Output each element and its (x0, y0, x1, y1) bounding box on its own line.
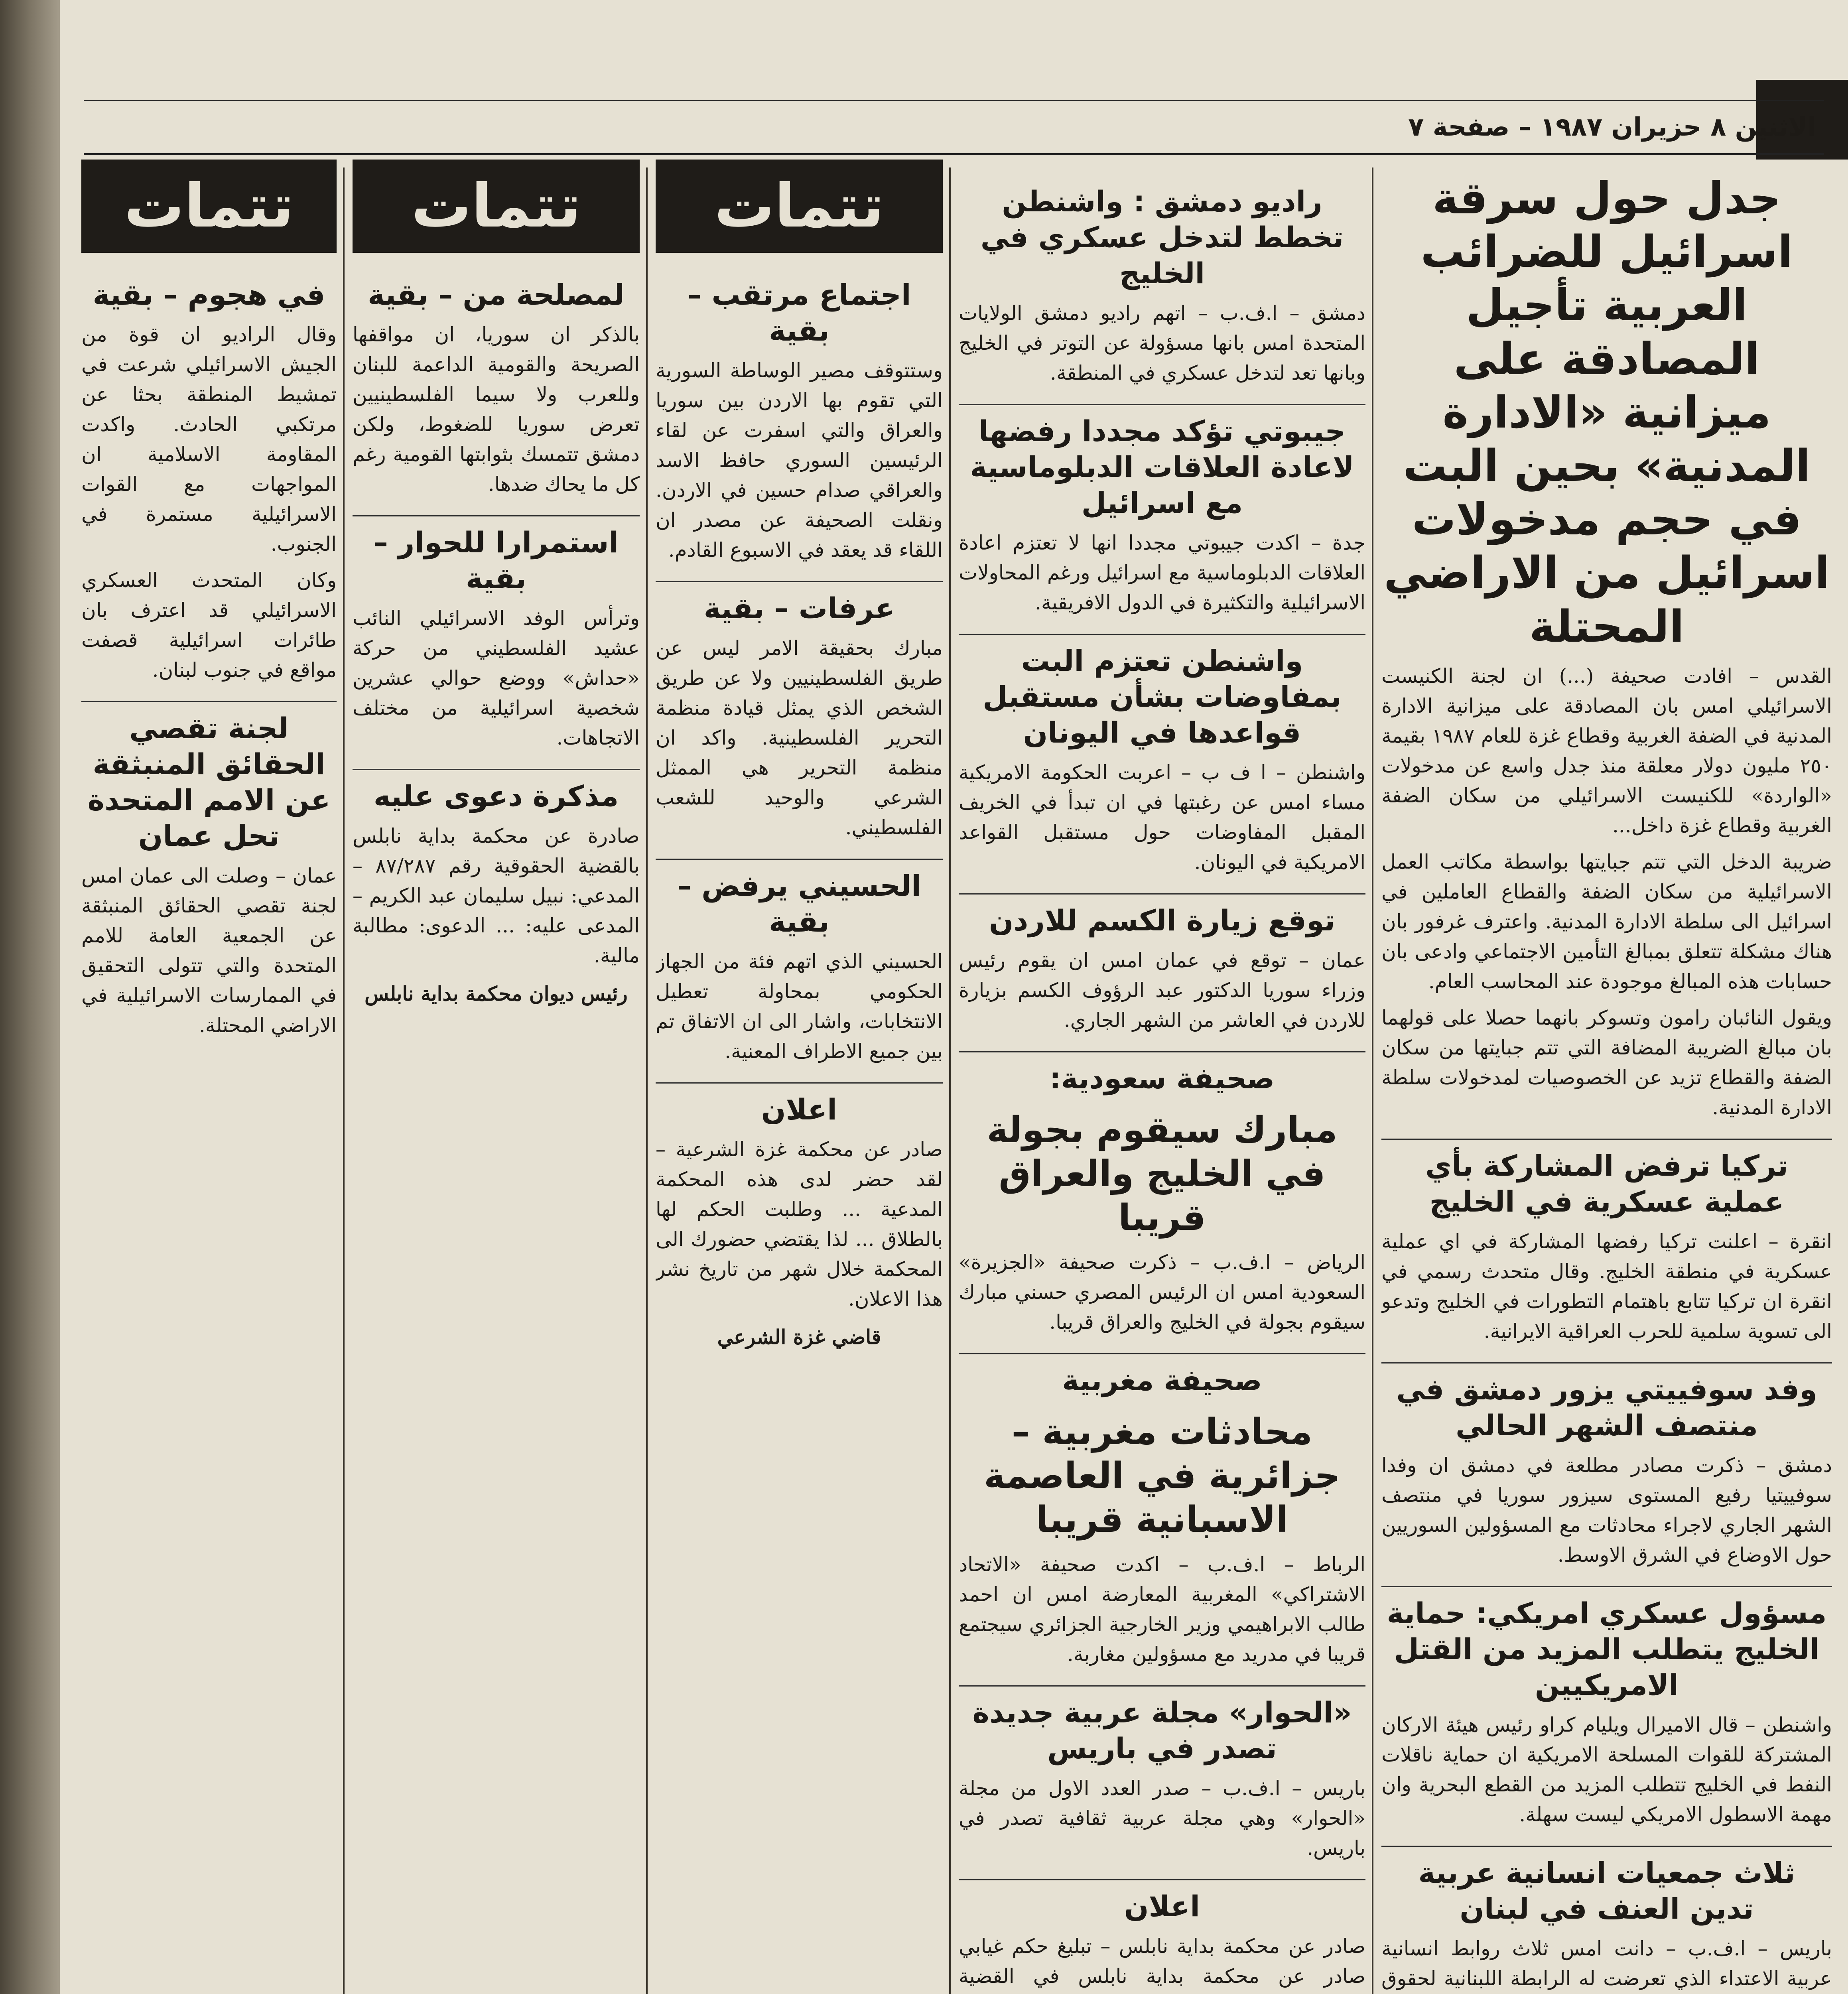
main-article-p3: ويقول النائبان رامون وتسوكر بانهما حصلا على قولهما بان مبالغ الضريبة المضافة التي تتم جبايتها من سكان الضفة والقطاع تزيد عن الخصوصيات لمدخولات سلطة الادارة المدنية. (1381, 1006, 1832, 1119)
sharia-signature: قاضي غزة الشرعي (717, 1325, 881, 1349)
military-headline: مسؤول عسكري امريكي: حماية الخليج يتطلب المزيد من القتل الامريكيين (1381, 1586, 1832, 1703)
jibuti-headline: جيبوتي تؤكد مجددا رفضها لاعادة العلاقات الدبلوماسية مع اسرائيل (959, 404, 1365, 521)
arafat-headline: عرفات – بقية (656, 581, 943, 626)
dialogue-article: وترأس الوفد الاسرائيلي النائب عشيد الفلسطيني من حركة «حداش» ووضع حوالي عشرين شخصية اسرائيلية من مختلف الاتجاهات. (353, 607, 640, 749)
greece-headline: واشنطن تعتزم البت بمفاوضات بشأن مستقبل قواعدها في اليونان (959, 634, 1365, 751)
greece-article: واشنطن – ا ف ب – اعربت الحكومة الامريكية مساء امس عن رغبتها في ان تبدأ في الخريف المقبل المفاوضات حول مستقبل القواعد الامريكية في اليونان. (959, 761, 1365, 874)
south-article-2: وكان المتحدث العسكري الاسرائيلي قد اعترف بان طائرات اسرائيلية قصفت مواقع في جنوب لبنان. (81, 569, 337, 682)
pm-article: عمان – توقع في عمان امس ان يقوم رئيس وزراء سوريا الدكتور عبد الرؤوف الكسم بزيارة للاردن في العاشر من الشهر الجاري. (959, 949, 1365, 1032)
sharia-notice-title: اعلان (656, 1082, 943, 1127)
continuations-banner: تتمات (81, 160, 337, 253)
meeting-headline: اجتماع مرتقب – بقية (687, 278, 911, 347)
south-article: وقال الراديو ان قوة من الجيش الاسرائيلي شرعت في تمشيط المنطقة بحثا عن مرتكبي الحادث. واكدت المقاومة الاسلامية ان المواجهات مع القوات الاسرائيلية مستمرة في الجنوب. (81, 323, 337, 556)
lebanon-headline: لمصلحة من – بقية (368, 278, 625, 311)
column-2 (959, 160, 1365, 1994)
main-headline: جدل حول سرقة اسرائيل للضرائب العربية تأجيل المصادقة على ميزانية «الادارة المدنية» بحين البت في حجم مدخولات اسرائيل من الاراضي المحتلة (1383, 173, 1830, 652)
book-binding (0, 0, 60, 1994)
moroccan-label: صحيفة مغربية (959, 1353, 1365, 1398)
column-divider (343, 167, 345, 1994)
continuations-banner: تتمات (656, 160, 943, 253)
court-notice-text: صادر عن محكمة بداية نابلس – تبليغ حكم غيابي صادر عن محكمة بداية نابلس في القضية (959, 1934, 1365, 1988)
court-notice-title: اعلان (959, 1879, 1365, 1924)
court2-title: مذكرة دعوى عليه (353, 769, 640, 814)
court2-signature: رئيس ديوان محكمة بداية نابلس (364, 982, 628, 1005)
column-divider (646, 167, 648, 1994)
saudi-label: صحيفة سعودية: (959, 1051, 1365, 1096)
rights-article: باريس – ا.ف.ب – دانت امس ثلاث روابط انسانية عربية الاعتداء الذي تعرضت له الرابطة اللبنانية لحقوق (1381, 1937, 1832, 1990)
column-3 (656, 160, 943, 1994)
main-article-p1: القدس – افادت صحيفة (...) ان لجنة الكنيست الاسرائيلي امس بان المصادقة على ميزانية الادارة المدنية في الضفة الغربية وقطاع غزة للعام ١٩٨٧ بقيمة ٢٥٠ مليون دولار معلقة منذ جدل واسع عن مدخولات «الواردة» للكنيست الاسرائيلي من سكان الضفة الغربية وقطاع غزة داخل... (1381, 664, 1832, 837)
main-article-p2: ضريبة الدخل التي تتم جبايتها بواسطة مكاتب العمل الاسرائيلية من سكان الضفة والقطاع العاملين في اسرائيل الى سلطة الادارة المدنية. واعترف غرفور بان هناك مشكلة تتعلق بمبالغ التأمين الاجتماعي وادعى بان حسابات هذه المبالغ موجودة عند المحاسب العام. (1381, 850, 1832, 993)
moroccan-headline: محادثات مغربية – جزائرية في العاصمة الاسبانية قريبا (984, 1411, 1340, 1541)
column-divider (1372, 167, 1373, 1994)
arafat-article: مبارك بحقيقة الامر ليس عن طريق الفلسطينيين ولا عن طريق الشخص الذي يمثل قيادة منظمة التحرير الفلسطينية. واكد ان منظمة التحرير هي الممثل الشرعي والوحيد للشعب الفلسطيني. (656, 636, 943, 839)
page-header (84, 100, 1824, 155)
jibuti-article: جدة – اكدت جيبوتي مجددا انها لا تعتزم اعادة العلاقات الدبلوماسية مع اسرائيل ورغم المحاولات الاسرائيلية والتكثيرة في الدول الافريقية. (959, 531, 1365, 614)
column-divider (949, 167, 951, 1994)
hiwar-article: باريس – ا.ف.ب – صدر العدد الاول من مجلة «الحوار» وهي مجلة عربية ثقافية تصدر في باريس. (959, 1776, 1365, 1860)
husseini-headline: الحسيني يرفض – بقية (656, 859, 943, 940)
un-headline: لجنة تقصي الحقائق المنبثقة عن الامم المتحدة تحل عمان (81, 701, 337, 854)
military-article: واشنطن – قال الاميرال ويليام كراو رئيس هيئة الاركان المشتركة للقوات المسلحة الامريكية ان حماية ناقلات النفط في الخليج تتطلب المزيد من القطع البحرية وان مهمة الاسطول الامريكي ليست سهلة. (1381, 1713, 1832, 1826)
pm-headline: توقع زيارة الكسم للاردن (959, 893, 1365, 938)
sharia-notice-text: صادر عن محكمة غزة الشرعية – لقد حضر لدى هذه المحكمة المدعية ... وطلبت الحكم لها بالطلاق ... لذا يقتضي حضورك الى المحكمة خلال شهر من تاريخ نشر هذا الاعلان. (656, 1138, 943, 1310)
meeting-article: وستتوقف مصير الوساطة السورية التي تقوم بها الاردن بين سوريا والعراق والتي اسفرت عن لقاء الرئيسين السوري حافظ الاسد والعراقي صدام حسين في الاردن. ونقلت الصحيفة عن مصدر ان اللقاء قد يعقد في الاسبوع القادم. (656, 359, 943, 562)
dateline: الاثنين ٨ حزيران ١٩٨٧ – صفحة ٧ (1408, 112, 1816, 142)
continuations-banner: تتمات (353, 160, 640, 253)
lebanon-article: بالذكر ان سوريا، ان مواقفها الصريحة والقومية الداعمة للبنان وللعرب ولا سيما الفلسطينيين تعرض سوريا للضغوط، ولكن دمشق تتمسك بثوابتها القومية رغم كل ما يحاك ضدها. (353, 323, 640, 496)
hiwar-headline: «الحوار» مجلة عربية جديدة تصدر في باريس (959, 1685, 1365, 1766)
newspaper-page (60, 0, 1848, 1994)
column-4 (353, 160, 640, 1994)
un-article: عمان – وصلت الى عمان امس لجنة تقصي الحقائق المنبثقة عن الجمعية العامة للامم المتحدة والتي تتولى التحقيق في الممارسات الاسرائيلية في الاراضي المحتلة. (81, 864, 337, 1037)
turkey-headline: تركيا ترفض المشاركة بأي عملية عسكرية في الخليج (1381, 1139, 1832, 1220)
rights-headline: ثلاث جمعيات انسانية عربية تدين العنف في لبنان (1381, 1846, 1832, 1927)
turkey-article: انقرة – اعلنت تركيا رفضها المشاركة في اي عملية عسكرية في منطقة الخليج. وقال متحدث رسمي في انقرة ان تركيا تتابع باهتمام التطورات في الخليج وتدعو الى تسوية سلمية للحرب العراقية الايرانية. (1381, 1230, 1832, 1343)
column-5 (81, 160, 337, 1994)
south-headline: في هجوم – بقية (93, 278, 325, 311)
saudi-headline: مبارك سيقوم بجولة في الخليج والعراق قريبا (987, 1109, 1338, 1239)
soviet-article: دمشق – ذكرت مصادر مطلعة في دمشق ان وفدا سوفييتيا رفيع المستوى سيزور سوريا في منتصف الشهر الجاري لاجراء محادثات مع المسؤولين السوريين حول الاوضاع في الشرق الاوسط. (1381, 1453, 1832, 1566)
husseini-article: الحسيني الذي اتهم فئة من الجهاز الحكومي بمحاولة تعطيل الانتخابات، واشار الى ان الاتفاق تم بين جميع الاطراف المعنية. (656, 950, 943, 1063)
column-1 (1381, 160, 1832, 1994)
damascus-article: دمشق – ا.ف.ب – اتهم راديو دمشق الولايات المتحدة امس بانها مسؤولة عن التوتر في الخليج وبانها تعد لتدخل عسكري في المنطقة. (959, 301, 1365, 384)
dialogue-headline: استمرارا للحوار – بقية (353, 515, 640, 596)
saudi-article: الرياض – ا.ف.ب – ذكرت صحيفة «الجزيرة» السعودية امس ان الرئيس المصري حسني مبارك سيقوم بجولة في الخليج والعراق قريبا. (959, 1251, 1365, 1334)
court2-text: صادرة عن محكمة بداية نابلس بالقضية الحقوقية رقم ٨٧/٢٨٧ – المدعي: نبيل سليمان عبد الكريم – المدعى عليه: ... الدعوى: مطالبة مالية. (353, 824, 640, 967)
moroccan-article: الرباط – ا.ف.ب – اكدت صحيفة «الاتحاد الاشتراكي» المغربية المعارضة امس ان احمد طالب الابراهيمي وزير الخارجية الجزائري سيجتمع قريبا في مدريد مع مسؤولين مغاربة. (959, 1553, 1365, 1666)
damascus-headline: راديو دمشق : واشنطن تخطط لتدخل عسكري في الخليج (980, 185, 1344, 290)
soviet-headline: وفد سوفييتي يزور دمشق في منتصف الشهر الحالي (1381, 1362, 1832, 1443)
